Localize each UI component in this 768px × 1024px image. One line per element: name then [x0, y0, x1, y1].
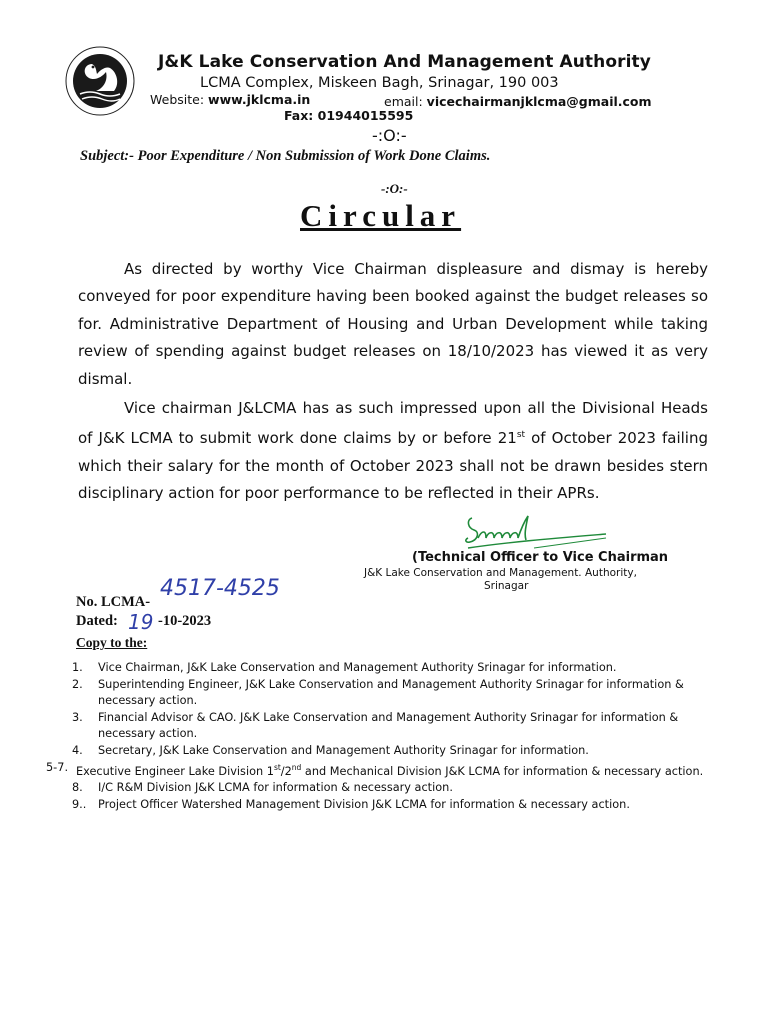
paragraph-1	[78, 256, 708, 393]
list-item-sup-b: nd	[291, 762, 302, 772]
list-item-text	[76, 760, 712, 780]
list-item-number: 1.	[72, 661, 83, 674]
dated-month-year: -10-2023	[158, 613, 212, 629]
list-item	[72, 780, 712, 797]
email-link[interactable]: vicechairmanjklcma@gmail.com	[426, 94, 652, 109]
list-item	[72, 743, 712, 760]
list-item-text: Secretary, J&K Lake Conservation and Management Authority Srinagar for information.	[98, 743, 589, 757]
email-label: email:	[384, 94, 423, 109]
list-item	[46, 760, 712, 780]
header-separator: -:O:-	[372, 126, 407, 145]
paragraph-1-text: As directed by worthy Vice Chairman displeasure and dismay is hereby conveyed for poor expenditure having been booked against the budget releases so for. Administrative Department of Housing and Urban Development while taking review of spending against budget releases on 18/10/2023 has viewed it as very dismal.	[78, 260, 708, 388]
website-line	[150, 92, 310, 107]
email-line	[384, 94, 652, 109]
list-item-text-c: and Mechanical Division J&K LCMA for information & necessary action.	[301, 764, 704, 778]
organization-name: J&K Lake Conservation And Management Authority	[158, 52, 651, 72]
subject-separator: -:O:-	[381, 181, 408, 196]
fax-number: Fax: 01944015595	[284, 108, 414, 123]
signatory-city: Srinagar	[484, 580, 529, 592]
copy-to-list	[46, 660, 712, 813]
list-item-number: 4.	[72, 743, 83, 757]
list-item-text: Superintending Engineer, J&K Lake Conservation and Management Authority Srinagar for information & necessary action.	[98, 677, 684, 708]
copy-to-heading: Copy to the:	[76, 635, 148, 650]
website-label: Website:	[150, 92, 205, 107]
list-item-text: Vice Chairman, J&K Lake Conservation and Management Authority Srinagar for information.	[98, 661, 617, 674]
list-item	[72, 677, 712, 710]
list-item-text: I/C R&M Division J&K LCMA for information & necessary action.	[98, 780, 453, 794]
list-item	[72, 660, 712, 677]
list-item	[72, 710, 712, 743]
list-item-number: 8.	[72, 780, 83, 794]
handwritten-signature	[458, 508, 608, 554]
authority-logo	[62, 44, 138, 118]
paragraph-2	[78, 395, 708, 508]
dated-day-handwritten: 19	[128, 610, 154, 634]
signatory-organization: J&K Lake Conservation and Management. Authority,	[364, 567, 637, 579]
paragraph-2-text-a: Vice chairman J&LCMA has as such impressed upon all the Divisional Heads of J&K LCMA to submit work done claims by or before 21	[78, 399, 708, 448]
reference-number-handwritten: 4517-4525	[160, 576, 280, 601]
list-item-number: 5-7.	[46, 760, 69, 774]
dated-label: Dated:	[76, 613, 118, 629]
reference-number-label: No. LCMA-	[76, 594, 151, 610]
document-title: Circular	[300, 198, 462, 233]
list-item-text-b: /2	[280, 764, 292, 778]
signatory-title: (Technical Officer to Vice Chairman	[412, 550, 669, 565]
list-item-number: 9..	[72, 797, 87, 811]
list-item-text: Project Officer Watershed Management Division J&K LCMA for information & necessary action.	[98, 797, 630, 811]
paragraph-2-superscript: st	[516, 430, 526, 441]
website-link[interactable]: www.jklcma.in	[208, 92, 311, 107]
list-item-number: 2.	[72, 677, 83, 691]
subject-line: Subject:- Poor Expenditure / Non Submission of Work Done Claims.	[80, 148, 491, 164]
paragraph-2-text-b: of October 2023 failing which their salary for the month of October 2023 shall not be drawn besides stern disciplinary action for poor performance to be reflected in their APRs.	[78, 429, 708, 503]
list-item-text: Financial Advisor & CAO. J&K Lake Conservation and Management Authority Srinagar for information & necessary action.	[98, 710, 679, 741]
list-item-text-a: Executive Engineer Lake Division 1	[76, 764, 274, 778]
list-item	[72, 797, 712, 814]
organization-address: LCMA Complex, Miskeen Bagh, Srinagar, 190 003	[200, 75, 559, 91]
list-item-number: 3.	[72, 710, 83, 724]
list-item-sup-a: st	[273, 762, 281, 772]
